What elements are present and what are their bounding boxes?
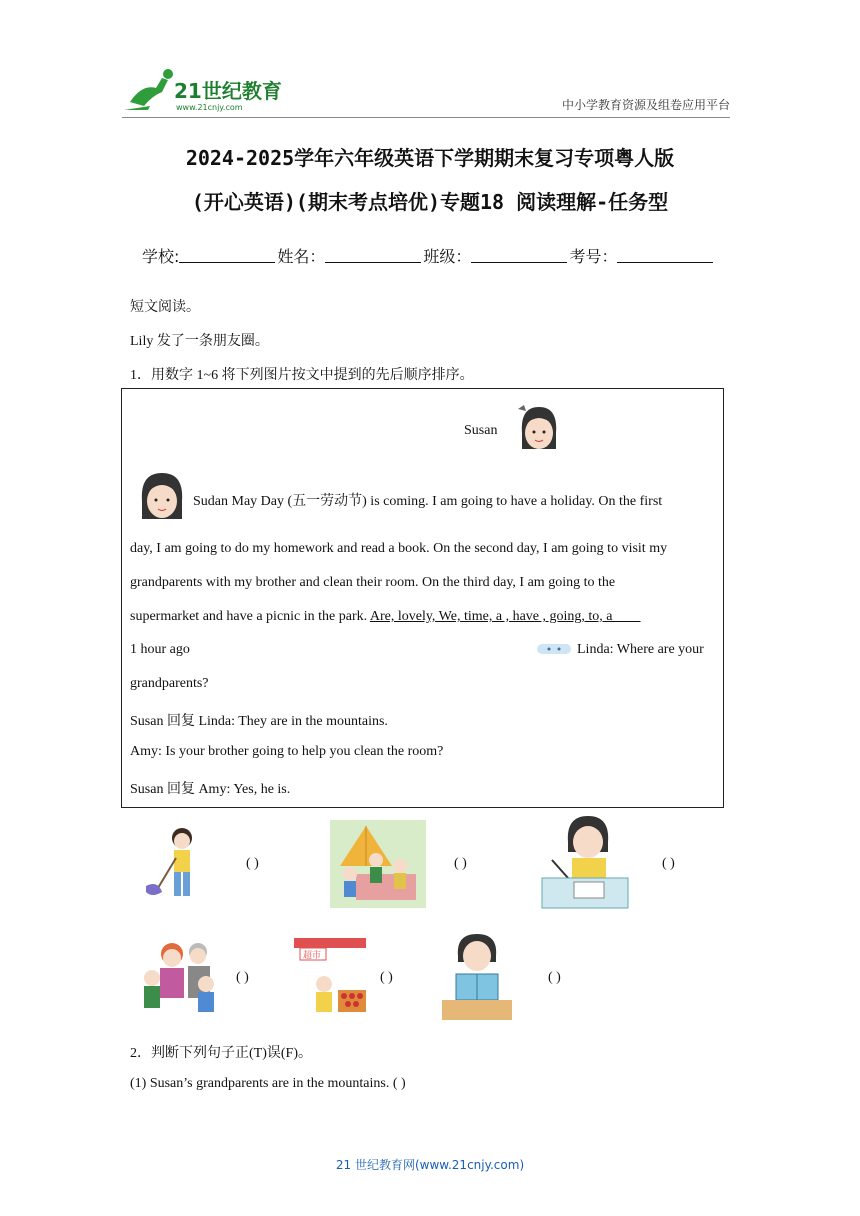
blank-homework[interactable]: ( ) bbox=[662, 856, 675, 871]
platform-name: 中小学教育资源及组卷应用平台 bbox=[561, 98, 730, 112]
post-time: 1 hour ago bbox=[130, 642, 190, 657]
blank-cleaning[interactable]: ( ) bbox=[246, 856, 259, 871]
post-intro: Lily 发了一条朋友圈。 bbox=[130, 334, 269, 349]
name-label: 姓名： bbox=[277, 247, 326, 266]
susan-reply-linda: Susan 回复 Linda: They are in the mountains. bbox=[130, 714, 388, 729]
name-blank[interactable] bbox=[325, 244, 421, 263]
title-line-2: (开心英语)(期末考点培优)专题18 阅读理解-任务型 bbox=[191, 190, 669, 214]
school-label: 学校: bbox=[142, 247, 180, 266]
question-2-item-1: (1) Susan’s grandparents are in the mountains. ( ) bbox=[130, 1076, 406, 1091]
poster-name: Susan bbox=[464, 423, 498, 438]
post-line-3: grandparents with my brother and clean their room. On the third day, I am going to the bbox=[130, 575, 616, 590]
class-blank[interactable] bbox=[471, 244, 567, 263]
question-2: 2．判断下列句子正(T)误(F)。 bbox=[130, 1046, 312, 1061]
picnic-picture bbox=[330, 820, 426, 908]
number-label: 考号： bbox=[569, 247, 618, 266]
footer-link[interactable]: 21 世纪教育网(www.21cnjy.com) bbox=[335, 1158, 525, 1172]
blank-reading[interactable]: ( ) bbox=[548, 970, 561, 985]
logo-url: www.21cnjy.com bbox=[176, 103, 243, 112]
blank-picnic[interactable]: ( ) bbox=[454, 856, 467, 871]
amy-comment: Amy: Is your brother going to help you clean the room? bbox=[130, 744, 444, 759]
post-line-2: day, I am going to do my homework and read a book. On the second day, I am going to visit my bbox=[130, 541, 668, 556]
supermarket-picture bbox=[294, 938, 366, 1016]
post-line-4-text: supermarket and have a picnic in the park. bbox=[130, 609, 370, 624]
linda-comment: Linda: Where are your bbox=[577, 642, 704, 657]
blank-grandparents[interactable]: ( ) bbox=[236, 970, 249, 985]
title-line-1: 2024-2025学年六年级英语下学期期末复习专项粤人版 bbox=[185, 146, 675, 170]
homework-picture bbox=[538, 812, 632, 912]
section-heading: 短文阅读。 bbox=[130, 300, 200, 315]
header-divider bbox=[122, 117, 730, 118]
susan-post-avatar-icon bbox=[138, 469, 186, 523]
school-blank[interactable] bbox=[179, 244, 275, 263]
post-line-1: Sudan May Day (五一劳动节) is coming. I am going to have a holiday. On the first bbox=[193, 494, 663, 509]
social-post-box bbox=[121, 388, 724, 808]
susan-avatar-icon bbox=[516, 403, 562, 455]
logo-text: 21世纪教育 bbox=[174, 79, 282, 103]
blank-supermarket[interactable]: ( ) bbox=[380, 970, 393, 985]
susan-reply-amy: Susan 回复 Amy: Yes, he is. bbox=[130, 782, 291, 797]
question-1: 1．用数字 1~6 将下列图片按文中提到的先后顺序排序。 bbox=[130, 368, 474, 383]
shop-sign: 超市 bbox=[303, 951, 322, 961]
cleaning-picture bbox=[140, 824, 210, 906]
scrambled-words: Are, lovely, We, time, a , have , going, to, a bbox=[369, 609, 613, 624]
post-line-4 bbox=[130, 609, 641, 625]
grandparents-picture bbox=[136, 940, 222, 1014]
number-blank[interactable] bbox=[617, 244, 713, 263]
like-reaction-icon bbox=[536, 641, 572, 657]
student-info-row bbox=[142, 244, 715, 267]
site-logo bbox=[122, 66, 292, 116]
reading-picture bbox=[440, 932, 514, 1022]
linda-comment-cont: grandparents? bbox=[130, 676, 209, 691]
answer-blank[interactable] bbox=[613, 609, 641, 624]
class-label: 班级： bbox=[423, 247, 472, 266]
